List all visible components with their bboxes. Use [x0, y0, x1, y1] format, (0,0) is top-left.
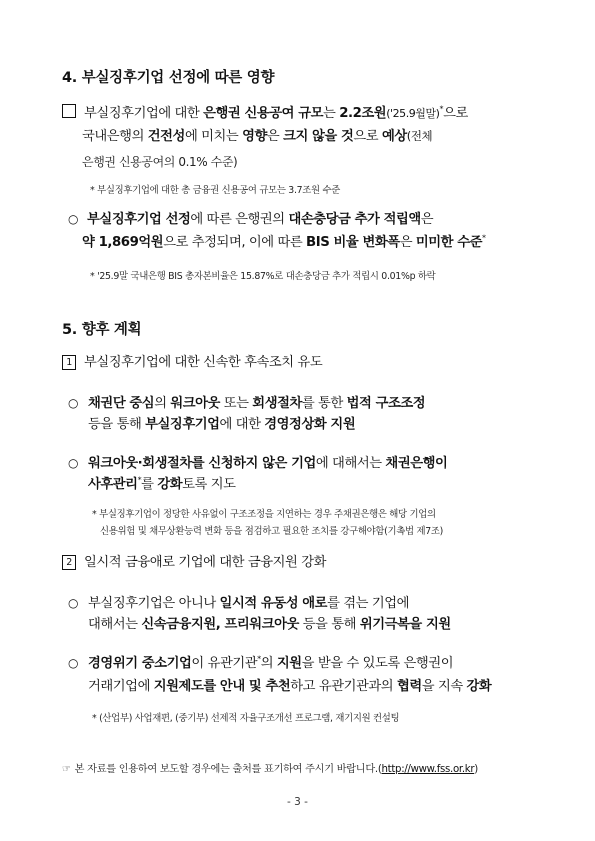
footer-citation: ☞ 본 자료를 인용하여 보도할 경우에는 출처를 표기하여 주시기 바랍니다.(http://www.fss.or.kr) — [62, 764, 478, 775]
section-4-item-1-line-3: 은행권 신용공여의 0.1% 수준) — [82, 155, 238, 169]
section-4-title: 4. 부실징후기업 선정에 따른 영향 — [62, 70, 275, 86]
number-box-icon: 2 — [62, 555, 76, 570]
section-4-item-1-note: * 부실징후기업에 대한 총 금융권 신용공여 규모는 3.7조원 수준 — [90, 185, 340, 196]
circle-bullet-icon: ○ — [68, 456, 79, 470]
circle-bullet-icon: ○ — [68, 396, 79, 410]
section-4-item-2-note: * '25.9말 국내은행 BIS 총자본비율은 15.87%로 대손충당금 추가 적립시 0.01%p 하락 — [90, 271, 436, 282]
square-bullet-icon — [62, 104, 76, 118]
section-5-sub-1-bullet-2-line-2: 사후관리*를 강화토록 지도 — [88, 475, 236, 492]
section-5-sub-1-note-line-1: * 부실징후기업이 정당한 사유없이 구조조정을 지연하는 경우 주채권은행은 해당 기업의 — [92, 509, 436, 520]
section-5-sub-2-note: * (산업부) 사업재편, (중기부) 선제적 자율구조개선 프로그램, 재기지원 컨설팅 — [92, 713, 400, 724]
circle-bullet-icon: ○ — [68, 656, 79, 670]
section-5-sub-1-bullet-1-line-2: 등을 통해 부실징후기업에 대한 경영정상화 지원 — [88, 417, 356, 432]
section-5-sub-1-title: 1 부실징후기업에 대한 신속한 후속조치 유도 — [62, 352, 322, 374]
section-4-item-1-line-2: 국내은행의 건전성에 미치는 영향은 크지 않을 것으로 예상(전체 — [82, 129, 433, 144]
circle-bullet-icon: ○ — [68, 596, 79, 610]
section-5-sub-2-bullet-1-line-1: ○ 부실징후기업은 아니나 일시적 유동성 애로를 겪는 기업에 — [68, 596, 410, 611]
section-5-sub-2-bullet-2-line-2: 거래기업에 지원제도를 안내 및 추천하고 유관기관과의 협력을 지속 강화 — [88, 679, 492, 694]
section-5-sub-1-bullet-2-line-1: ○ 워크아웃·회생절차를 신청하지 않은 기업에 대해서는 채권은행이 — [68, 456, 448, 471]
section-5-sub-2-title: 2 일시적 금융애로 기업에 대한 금융지원 강화 — [62, 552, 326, 574]
page-number: - 3 - — [287, 796, 308, 808]
circle-bullet-icon: ○ — [68, 212, 79, 226]
fss-website-link[interactable]: http://www.fss.or.kr — [381, 764, 475, 775]
section-5-sub-2-bullet-2-line-1: ○ 경영위기 중소기업이 유관기관*의 지원을 받을 수 있도록 은행권이 — [68, 654, 454, 671]
section-5-sub-2-bullet-1-line-2: 대해서는 신속금융지원, 프리워크아웃 등을 통해 위기극복을 지원 — [88, 617, 451, 632]
section-5-sub-1-note-line-2: 신용위험 및 채무상환능력 변화 등을 점검하고 필요한 조치를 강구해야함(기촉법 제7조) — [100, 526, 443, 537]
section-4-item-2-line-2: 약 1,869억원으로 추정되며, 이에 따른 BIS 비율 변화폭은 미미한 수준* — [82, 233, 486, 250]
section-5-title: 5. 향후 계획 — [62, 322, 142, 338]
section-4-item-2-line-1: ○ 부실징후기업 선정에 따른 은행권의 대손충당금 추가 적립액은 — [68, 212, 434, 227]
section-5-sub-1-bullet-1-line-1: ○ 채권단 중심의 워크아웃 또는 회생절차를 통한 법적 구조조정 — [68, 396, 426, 411]
number-box-icon: 1 — [62, 355, 76, 370]
pointing-hand-icon: ☞ — [62, 764, 71, 775]
section-4-item-1-line-1: 부실징후기업에 대한 은행권 신용공여 규모는 2.2조원('25.9월말)*으로 — [62, 103, 468, 125]
